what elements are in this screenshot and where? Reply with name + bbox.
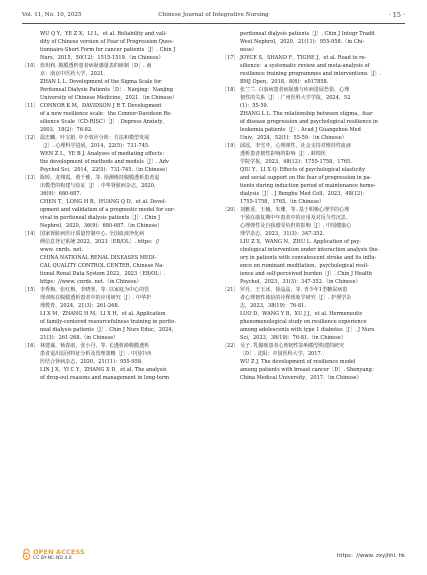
reference-entry [222, 54, 404, 86]
reference-text-line: LUO D，WANG Y B，XU J J，et al. Hermeneutic [240, 311, 363, 317]
reference-text-line: ZHANG L L. The relationship between stigma，fear [240, 111, 373, 117]
reference-text-line: 患者退出原因特征分析及管理策略［J］. 中国中西 [40, 351, 152, 357]
journal-website-link[interactable]: https：//www. zxyjhhl. hk [336, 553, 405, 559]
reference-text-line: Nephrol，2020，36(9)：680-687.（in Chinese） [40, 223, 163, 229]
reference-text-line: 心理弹性及自我感受负担的影响［J］. 中国健康心 [240, 223, 352, 229]
reference-text-line: 陈婷，龙翔霞，黄千雅，等. 预测维持腹膜透析患者退 [40, 175, 160, 181]
reference-text-line: 刘雅香，王楠，朱珊，等. 基于积极心理学的心理 [240, 207, 350, 213]
reference-text-line: Psychol，2023，31(3)：347-352.（in Chinese） [240, 279, 361, 285]
reference-text-line: dity of Chinese version of Fear of Progression Ques- [40, 39, 174, 45]
reference-entry [22, 230, 204, 286]
reference-text-line: opment and validation of a prognostic model for sur- [40, 207, 176, 213]
reference-number: ［20］ [222, 207, 239, 213]
reference-entry [22, 174, 204, 230]
reference-text-line: 透析患者韧性影响的影响［J］. 蚌埠医 [240, 151, 326, 157]
reference-text-line: JOYCE S，SHAND F，TIGHE J，et al. Road to re- [240, 55, 367, 61]
reference-text-line: tients during induction period of maintenance hemo- [240, 183, 376, 189]
reference-number: ［12］ [22, 135, 39, 141]
reference-entry [22, 286, 204, 342]
reference-text-line: 21(3)：261-268.（in Chinese） [40, 335, 119, 341]
reference-text-line: 出模型的构建与验证［J］. 中华肾脏病杂志，2020， [40, 183, 160, 189]
reference-text-line: www. cnrds. net. [40, 247, 83, 253]
reference-text-line: BMJ Open，2018，8(6)：e017858. [240, 79, 329, 85]
reference-entry [222, 30, 404, 54]
reference-text-line: 京：南京中医药大学，2021. [40, 71, 105, 77]
reference-entry [22, 30, 204, 62]
reference-number: ［17］ [222, 55, 239, 61]
reference-text-line: silience：a systematic review and meta-analysis of [240, 63, 370, 69]
reference-text-line: 吴子. 乳腺癌患者心理韧性影响模型构建的研究 [240, 343, 345, 349]
reference-text-line: University of Chinese Medicine，2021.（in Chinese） [40, 95, 177, 101]
reference-text-line: Nurs，2015，50(12)：1515-1519.（in Chinese） [40, 55, 164, 61]
reference-text-line: 林建谋，杨春雨，张小丹，等. 长透析龄腹膜透析 [40, 343, 150, 349]
reference-text-line: phenomenological study on resilience experience [240, 319, 367, 325]
reference-text-line: 医结合肾病杂志，2020，21(11)：955-958. [40, 359, 143, 365]
reference-number: ［15］ [22, 287, 39, 293]
reference-text-line: Psychol Sci，2014，22(5)：731-745.（in Chinese） [40, 167, 171, 173]
reference-entry [222, 86, 404, 142]
reference-text-line: vival in peritoneal dialysis patients［J］. Chin J [40, 215, 161, 221]
reference-text-line: 温忠麟，叶宝娟. 中介效应分析：方法和模型发展 [40, 135, 150, 141]
reference-text-line: CHEN T，LONG H B，HUANG Q D，et al. Devel- [40, 199, 167, 205]
reference-text-line: silience Scale（CD-RISC）［J］. Depress Anxiety， [40, 119, 168, 125]
reference-text-line: CHINA NATIONAL RENAL DISEASES MEDI- [40, 255, 157, 261]
reference-text-line: 2003，18(2)：76-82. [40, 127, 93, 133]
reference-text-line: LIU Z X，WANG N，ZHU L. Application of psy- [240, 239, 361, 245]
reference-text-line: tional Renal Data System 2022，2023［EB/OL］. [40, 271, 166, 277]
reference-text-line: ence on ruminant meditation，psychological resil- [240, 263, 369, 269]
reference-text-line: ［D］. 沈阳：中国医科大学，2017. [240, 351, 323, 357]
reference-text-line: 张兰兰. 白血病患者病耻感与疾病进展恐惧、心理 [240, 87, 350, 93]
header-rule [22, 23, 405, 24]
reference-text-line: of family-centered resourcefulness training in perito- [40, 319, 177, 325]
reference-text-line: China Medical University，2017.（in Chinese） [240, 375, 362, 381]
reference-text-line: among adolescents with type 1 diabetes［J］. J Nurs [240, 327, 375, 333]
reference-number: ［22］ [222, 343, 239, 349]
reference-text-line: QIU Y，LI X Q. Effects of psychological elasticity [240, 167, 365, 173]
volume-info: Vol. 11, No. 10, 2025 [22, 12, 82, 18]
reference-text-line: leukemia patients［J］. Acad J Guangzhou Med [240, 127, 361, 133]
reference-column-right [222, 30, 404, 382]
reference-entry [22, 102, 204, 134]
reference-text-line: Sci，2023，38(19)：76-81.（in Chinese） [240, 335, 346, 341]
reference-text-line: 者心理韧性体验的诠释现象学研究［J］. 护理学杂 [240, 295, 352, 301]
reference-text-line: among patients with breast cancer［D］. Shenyang： [240, 367, 377, 373]
reference-text-line: (1)：55-59. [240, 103, 269, 109]
reference-text-line: 理教育，2024，21(3)：261-268. [40, 303, 120, 309]
journal-title: Chinese Journal of Integrative Nursing [158, 12, 269, 18]
reference-text-line: ory in patients with convalescent stroke and its influ- [240, 255, 377, 261]
reference-text-line: Univ，2024，52(1)：55-59.（in Chinese） [240, 135, 347, 141]
reference-text-line: dialysis［J］. J Bengbu Med Coll，2023，48(12)： [240, 191, 368, 197]
reference-text-line: neal dialysis patients［J］. Chin J Nurs Educ，2024， [40, 327, 177, 333]
reference-number: ［14］ [22, 231, 39, 237]
reference-text-line: of drop-out reasons and management in long-term [40, 375, 170, 381]
reference-text-line: nese） [240, 47, 257, 53]
reference-text-line: ience and self-perceived burden［J］. Chin J Health [240, 271, 372, 277]
reference-entry [22, 342, 204, 382]
reference-text-line: chological intervention under interaction analysis the- [240, 247, 380, 253]
reference-entry [222, 206, 404, 286]
reference-text-line: 理学杂志，2023，31(3)：347-352. [240, 231, 325, 237]
reference-text-line: WU Q Y，YE Z X，LI L，et al. Reliability and vali- [40, 31, 167, 37]
page-footer [22, 548, 405, 568]
reference-text-line: 例信息登记系统 2022，2023［EB/OL］. https：// [40, 239, 160, 245]
reference-text-line: Peritoneal Dialysis Patients［D］. Nanjing：Nanjing [40, 87, 173, 93]
reference-entry [222, 286, 404, 342]
reference-text-line: 国家肾脏病医疗质量控制中心. 全国血液净化病 [40, 231, 145, 237]
reference-text-line: of disease progression and psychological resilience in [240, 119, 378, 125]
reference-text-line: 干预在康复期中年患者中的应用及对反刍性沉思、 [240, 215, 352, 221]
reference-entry [22, 62, 204, 102]
reference-column-left [22, 30, 204, 382]
reference-text-line: West Nephrol，2020，21(11)：955-958.（in Chi- [240, 39, 365, 45]
open-access-lock-icon [22, 548, 31, 560]
reference-text-line: 邱瑶，李雪芹，心理弹性，社会支持对维持性血液 [240, 143, 352, 149]
reference-text-line: the development of methods and models［J］. Adv [40, 159, 169, 165]
reference-entry [222, 142, 404, 206]
reference-text-line: tionnaire-Short Form for cancer patients［J］. Chin J [40, 47, 176, 53]
reference-text-line: CONNOR K M，DAVIDSON J R T. Development [40, 103, 162, 109]
reference-text-line: 理训练在腹膜透析患者中的应用研究［J］. 中华护 [40, 295, 152, 301]
reference-text-line: LIN J X，YI C Y，ZHANG X D，et al. The analysis [40, 367, 167, 373]
reference-number: ［19］ [222, 143, 239, 149]
reference-text-line: LI X M，ZHANG H M，LI X H，et al. Application [40, 311, 166, 317]
reference-text-line: 韧性的关系［J］. 广州医科大学学报，2024，52 [240, 95, 351, 101]
reference-text-line: peritoneal dialysis patients［J］. Chin J Integr Tradit [240, 31, 375, 37]
reference-number: ［18］ [222, 87, 239, 93]
open-access-label: OPEN ACCESS [33, 548, 85, 556]
reference-text-line: of a new resilience scale：the Connor-Davidson Re- [40, 111, 172, 117]
reference-number: ［21］ [222, 287, 239, 293]
reference-text-line: WEN Z L，YE B J. Analyses of mediating effects： [40, 151, 168, 157]
reference-text-line: https：//www. cnrds. net.（in Chinese） [40, 279, 142, 285]
reference-text-line: ZHAN L L. Development of the Sigma Scale for [40, 79, 162, 85]
license-label: CC BY-NC-ND 4.0 [33, 556, 72, 561]
reference-text-line: 志，2023，38(19)：76-81. [240, 303, 306, 309]
reference-text-line: 詹玥莉. 腹膜透析患者病耻感量表的研制［D］. 南 [40, 63, 152, 69]
reference-text-line: 学院学报，2023，48(12)：1755-1758，1765. [240, 159, 352, 165]
page-number: · 15 · [388, 11, 405, 19]
reference-text-line: 李秀梅，张红梅，李晓寒，等. 以家庭为中心的管 [40, 287, 150, 293]
reference-number: ［13］ [22, 175, 39, 181]
reference-number: ［10］ [22, 63, 39, 69]
reference-entry [222, 342, 404, 382]
reference-text-line: 1755-1758，1765.（in Chinese） [240, 199, 324, 205]
reference-entry [22, 134, 204, 174]
reference-text-line: 36(9)：680-687. [40, 191, 82, 197]
reference-text-line: CAL QUALITY CONTROL CENTER. Chinese Na- [40, 263, 164, 269]
reference-number: ［16］ [22, 343, 39, 349]
reference-text-line: WU Z J. The development of resilience model [240, 359, 356, 365]
reference-text-line: ［J］. 心理科学进展，2014，22(5)：731-745. [40, 143, 150, 149]
reference-text-line: and social support on the fear of progression in pa- [240, 175, 372, 181]
reference-number: ［11］ [22, 103, 39, 109]
reference-text-line: 罗丹，王玉冰，徐晶晶，等. 青少年1型糖尿病患 [240, 287, 348, 293]
reference-text-line: resilience training programmes and interventions［J］. [240, 71, 382, 77]
